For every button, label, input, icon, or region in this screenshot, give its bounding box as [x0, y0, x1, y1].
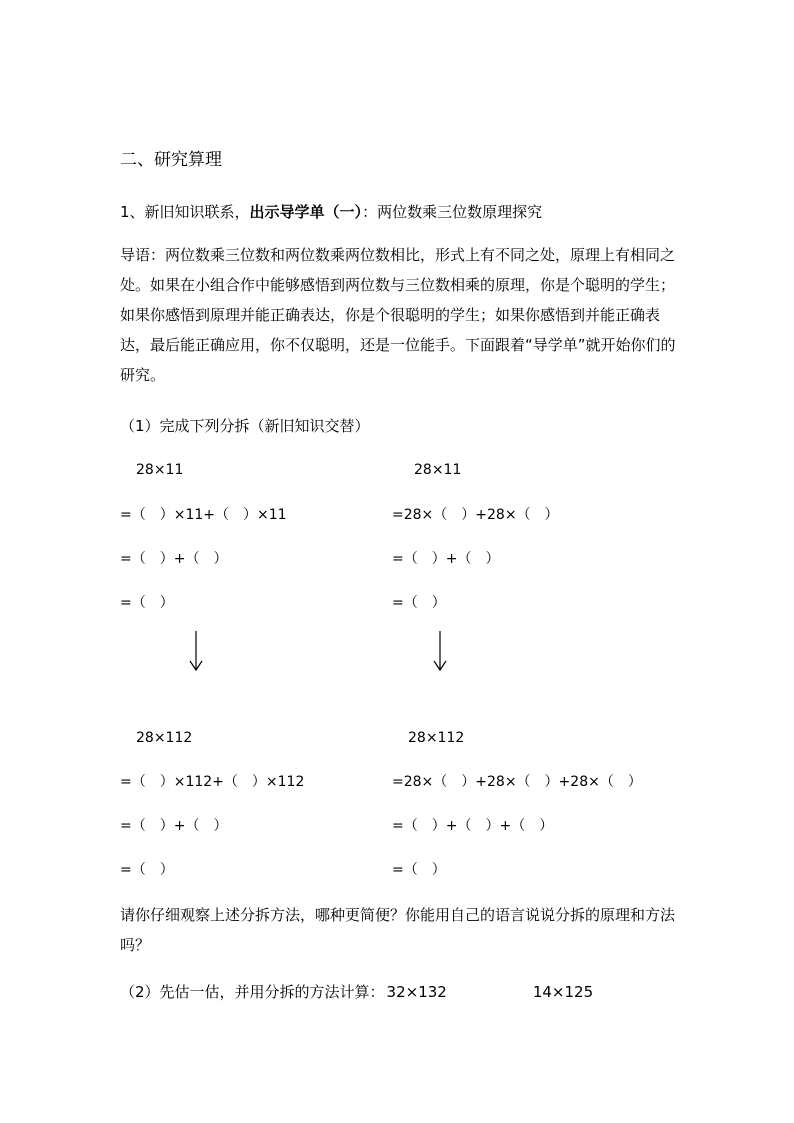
section-heading: 二、研究算理 [120, 150, 222, 170]
right-bottom-step-2: =（ ）+（ ）+（ ） [392, 818, 554, 834]
left-bottom-expr: 28×112 [136, 730, 193, 746]
right-bottom-step-3: =（ ） [392, 862, 446, 878]
right-bottom-step-1: =28×（ ）+28×（ ）+28×（ ） [392, 774, 642, 790]
section-1-suffix: ：两位数乘三位数原理探究 [362, 203, 543, 221]
left-bottom-step-3: =（ ） [120, 862, 174, 878]
task-2-expr-1: 32×132 [386, 983, 447, 1001]
task-2-label: （2）先估一估，并用分拆的方法计算： [120, 983, 385, 1001]
task-1-label: （1）完成下列分拆（新旧知识交替） [120, 417, 370, 435]
right-top-step-3: =（ ） [392, 595, 446, 611]
right-top-step-2: =（ ）+（ ） [392, 551, 500, 567]
left-top-expr: 28×11 [136, 462, 184, 478]
right-top-expr: 28×11 [414, 462, 462, 478]
down-arrow-icon [430, 630, 450, 672]
left-top-step-3: =（ ） [120, 595, 174, 611]
left-bottom-step-1: =（ ）×112+（ ）×112 [120, 774, 305, 790]
right-bottom-expr: 28×112 [408, 730, 465, 746]
section-1-title [120, 202, 542, 222]
task-2-expr-2: 14×125 [532, 983, 594, 1001]
left-bottom-step-2: =（ ）+（ ） [120, 818, 228, 834]
left-top-step-1: =（ ）×11+（ ）×11 [120, 507, 287, 523]
left-top-step-2: =（ ）+（ ） [120, 551, 228, 567]
right-top-step-1: =28×（ ）+28×（ ） [392, 507, 559, 523]
task-2-line [120, 982, 593, 1002]
section-1-prefix: 1、新旧知识联系， [120, 203, 250, 221]
down-arrow-icon [186, 630, 206, 672]
section-1-bold: 出示导学单（一） [249, 203, 363, 221]
intro-paragraph: 导语：两位数乘三位数和两位数乘两位数相比，形式上有不同之处，原理上有相同之处。如果在小组合作中能够感悟到两位数与三位数相乘的原理，你是个聪明的学生；如果你感悟到原理并能正确表达，你是个很聪明的学生；如果你感悟到并能正确表达，最后能正确应用，你不仅聪明，还是一位能手。下面跟着“导学单”就开始你们的研究。 [120, 246, 676, 384]
question-paragraph: 请你仔细观察上述分拆方法，哪种更简便？你能用自己的语言说说分拆的原理和方法吗？ [120, 906, 676, 954]
